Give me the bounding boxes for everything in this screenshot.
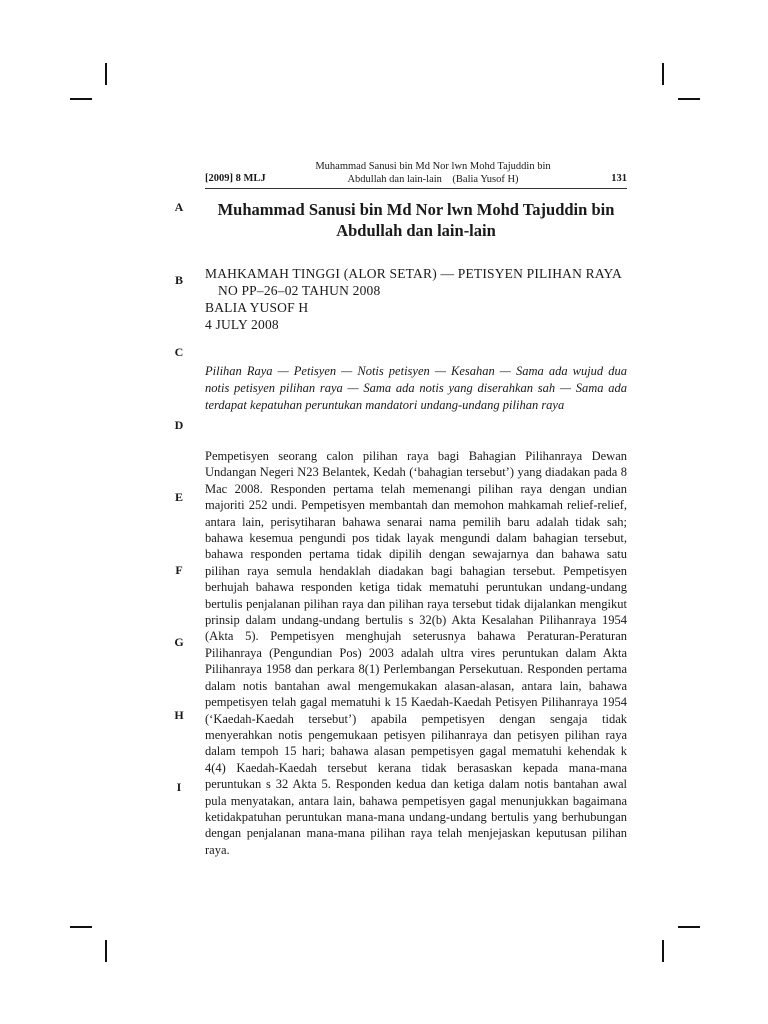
case-title-line-1: Muhammad Sanusi bin Md Nor lwn Mohd Tajuddin bin: [217, 200, 615, 219]
margin-letter-h: H: [174, 708, 184, 722]
decision-date: 4 JULY 2008: [205, 317, 279, 332]
case-number: NO PP–26–02 TAHUN 2008: [218, 283, 381, 298]
header-rule: [205, 188, 627, 189]
crop-mark-bottom-right-horizontal: [678, 926, 700, 928]
headnote: [205, 448, 627, 858]
running-head-case-name: [283, 160, 583, 186]
margin-letter-g: G: [174, 635, 184, 649]
margin-letter-i: I: [176, 780, 182, 794]
crop-mark-top-right-horizontal: [678, 98, 700, 100]
crop-mark-bottom-left-horizontal: [70, 926, 92, 928]
crop-mark-top-left-vertical: [105, 63, 107, 85]
court-name: MAHKAMAH TINGGI (ALOR SETAR) — PETISYEN PILIHAN RAYA: [205, 266, 622, 281]
headnote-paragraph: Pempetisyen seorang calon pilihan raya bagi Bahagian Pilihanraya Dewan Undangan Negeri N23 Belantek, Kedah (‘bahagian tersebut’) yang diadakan pada 8 Mac 2008. Responden pertama telah memenangi pilihan raya dengan undian majoriti 252 undi. Pempetisyen membantah dan memohon mahkamah relief-relief, antara lain, perisytiharan bahawa senarai nama pemilih baru adalah tidak sah; bahawa kesemua pengundi pos tidak layak mengundi dalam bahagian tersebut, bahawa responden pertama tidak dipilih dengan sewajarnya dan bahawa satu pilihan raya semula hendaklah diadakan bagi bahagian tersebut. Pempetisyen berhujah bahawa responden ketiga tidak mematuhi peruntukan undang-undang bertulis penjalanan pilihan raya dan pilihan raya tersebut tidak dijalankan mengikut prinsip dalam undang-undang bertulis s 32(b) Akta Kesalahan Pilihanraya 1954 (Akta 5). Pempetisyen menghujah seterusnya bahawa Peraturan-Peraturan Pilihanraya (Pengundian Pos) 2003 adalah ultra vires peruntukan dalam Akta Pilihanraya 1958 dan perkara 8(1) Perlembangan Persekutuan. Responden pertama dalam notis bantahan awal mengemukakan alasan-alasan, antara lain, bahawa pempetisyen telah gagal mematuhi k 15 Kaedah-Kaedah Petisyen Pilihanraya 1954 (‘Kaedah-Kaedah tersebut’) apabila pempetisyen dengan sengaja tidak menyerahkan notis pengemukaan petisyen pilihanraya dan petisyen pilihan raya dalam tempoh 15 hari; bahawa alasan pempetisyen gagal mematuhi kehendak k 4(4) Kaedah-Kaedah tersebut kerana tidak berasaskan kepada mana-mana peruntukan s 32 Akta 5. Responden kedua dan ketiga dalam notis bantahan awal pula menyatakan, antara lain, bahawa pempetisyen gagal menunjukkan bagaimana ketidakpatuhan peruntukan mana-mana undang-undang bertulis yang berhubungan dengan penjalanan mana-mana pilihan raya telah menjejaskan keputusan pilihan raya.: [205, 449, 627, 857]
crop-mark-bottom-left-vertical: [105, 940, 107, 962]
crop-mark-top-right-vertical: [662, 63, 664, 85]
margin-letter-a: A: [174, 200, 184, 214]
page-number: 131: [611, 173, 627, 184]
running-head: [205, 160, 627, 190]
margin-letter-e: E: [174, 490, 183, 504]
running-head-line-2: Abdullah dan lain-lain (Balia Yusof H): [347, 174, 519, 185]
margin-letter-b: B: [174, 273, 183, 287]
margin-letter-c: C: [174, 345, 184, 359]
crop-mark-top-left-horizontal: [70, 98, 92, 100]
catchwords: Pilihan Raya — Petisyen — Notis petisyen — Kesahan — Sama ada wujud dua notis petisyen pilihan raya — Sama ada notis yang diserahkan sah — Sama ada terdapat kepatuhan peruntukan mandatori undang-undang pilihan raya: [205, 364, 627, 412]
court-details: [205, 265, 627, 333]
journal-citation: [2009] 8 MLJ: [205, 173, 266, 184]
case-title-line-2: Abdullah dan lain-lain: [336, 221, 496, 240]
crop-mark-bottom-right-vertical: [662, 940, 664, 962]
judge-name: BALIA YUSOF H: [205, 300, 309, 315]
case-title: [205, 199, 627, 241]
margin-letter-f: F: [175, 563, 183, 577]
margin-letter-d: D: [174, 418, 184, 432]
running-head-line-1: Muhammad Sanusi bin Md Nor lwn Mohd Tajuddin bin: [315, 161, 551, 172]
